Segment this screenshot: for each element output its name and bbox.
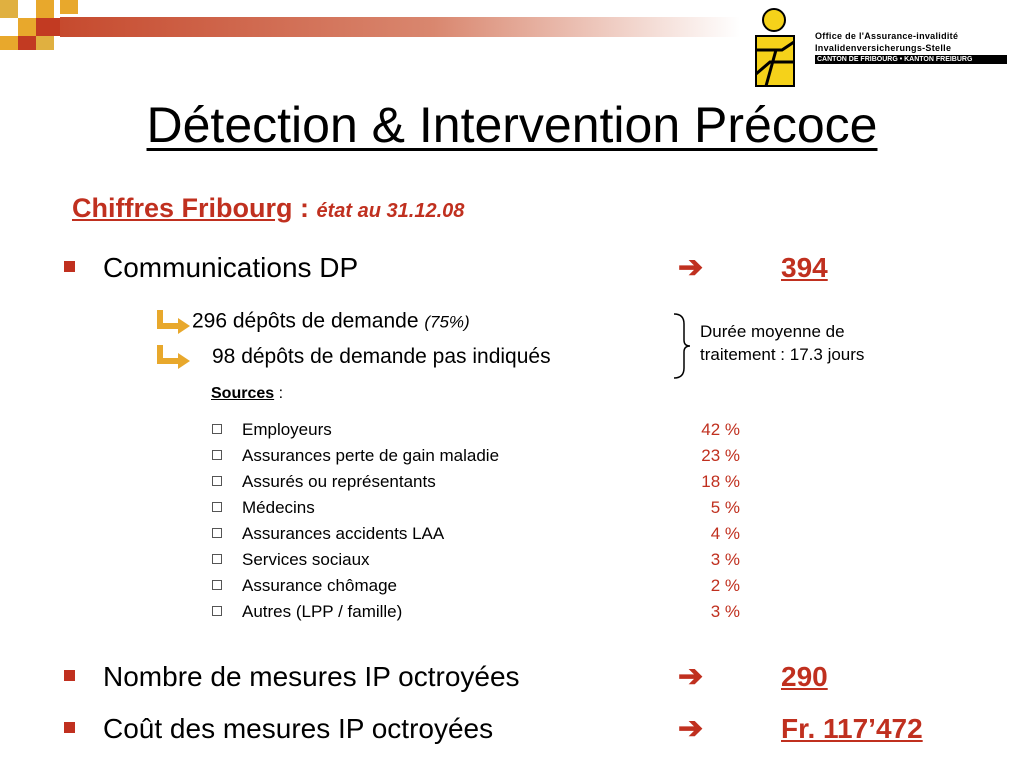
header-decoration	[0, 0, 740, 50]
duree-line2: traitement : 17.3 jours	[700, 345, 865, 364]
subtitle-sep: :	[292, 193, 317, 223]
logo-line2: Invalidenversicherungs-Stelle	[815, 43, 952, 53]
checkbox-outline-icon	[212, 450, 222, 460]
duree-note	[700, 320, 930, 366]
source-percent: 5 %	[710, 498, 740, 517]
checkbox-outline-icon	[212, 580, 222, 590]
checkbox-outline-icon	[212, 554, 222, 564]
sub-item-1	[156, 308, 470, 336]
source-percent: 23 %	[701, 446, 740, 465]
duree-line1: Durée moyenne de	[700, 322, 845, 341]
source-item	[212, 446, 740, 472]
source-item	[212, 472, 740, 498]
sources-title: Sources	[211, 385, 275, 402]
sub-item-2	[156, 343, 551, 371]
source-percent: 18 %	[701, 472, 740, 491]
communications-label: Communications DP	[103, 252, 359, 283]
source-label: Services sociaux	[242, 550, 370, 569]
logo-line1: Office de l'Assurance-invalidité	[815, 31, 959, 41]
source-item	[212, 602, 740, 628]
mesures-label: Nombre de mesures IP octroyées	[103, 661, 520, 692]
source-percent: 42 %	[701, 420, 740, 439]
bullet-square-icon	[64, 261, 75, 272]
source-percent: 3 %	[710, 550, 740, 569]
brace-icon	[670, 312, 692, 380]
ai-figure-logo	[748, 4, 808, 94]
bullet-square-icon	[64, 670, 75, 681]
bent-arrow-icon	[156, 343, 192, 371]
sub-item-1-text: 296 dépôts de demande	[192, 309, 425, 333]
source-percent: 2 %	[710, 576, 740, 595]
page-title	[0, 96, 1024, 154]
source-label: Autres (LPP / famille)	[242, 602, 403, 621]
source-item	[212, 576, 740, 602]
source-label: Assurances perte de gain maladie	[242, 446, 500, 465]
checkbox-outline-icon	[212, 424, 222, 434]
checkbox-outline-icon	[212, 502, 222, 512]
source-percent: 4 %	[710, 524, 740, 543]
source-item	[212, 420, 740, 446]
subtitle-name: Chiffres Fribourg	[72, 193, 293, 223]
logo-text	[815, 31, 1007, 64]
sub-item-2-text: 98 dépôts de demande pas indiqués	[212, 344, 551, 368]
page-title-text: Détection & Intervention Précoce	[146, 97, 878, 153]
source-label: Assurances accidents LAA	[242, 524, 445, 543]
bent-arrow-icon	[156, 308, 192, 336]
sub-item-1-pct: (75%)	[424, 312, 470, 332]
source-label: Assurés ou représentants	[242, 472, 436, 491]
cout-label: Coût des mesures IP octroyées	[103, 713, 494, 744]
subtitle	[72, 193, 464, 224]
cout-row	[64, 713, 493, 745]
arrow-right-icon: ➔	[678, 251, 704, 284]
communications-value: 394	[781, 252, 828, 283]
sources-colon: :	[274, 385, 284, 402]
bullet-square-icon	[64, 722, 75, 733]
arrow-right-icon: ➔	[678, 712, 704, 745]
arrow-right-icon: ➔	[678, 660, 704, 693]
mesures-value: 290	[781, 661, 828, 692]
communications-row	[64, 252, 358, 284]
source-percent: 3 %	[710, 602, 740, 621]
source-item	[212, 550, 740, 576]
checkbox-outline-icon	[212, 476, 222, 486]
subtitle-date: état au 31.12.08	[316, 200, 465, 222]
checkbox-outline-icon	[212, 528, 222, 538]
source-item	[212, 498, 740, 524]
checkbox-outline-icon	[212, 606, 222, 616]
source-label: Employeurs	[242, 420, 332, 439]
source-label: Médecins	[242, 498, 315, 517]
source-item	[212, 524, 740, 550]
source-label: Assurance chômage	[242, 576, 397, 595]
cout-value: Fr. 117’472	[781, 713, 923, 744]
mesures-row	[64, 661, 520, 693]
sources-header	[211, 385, 283, 403]
logo-line3: CANTON DE FRIBOURG • KANTON FREIBURG	[815, 55, 1007, 64]
